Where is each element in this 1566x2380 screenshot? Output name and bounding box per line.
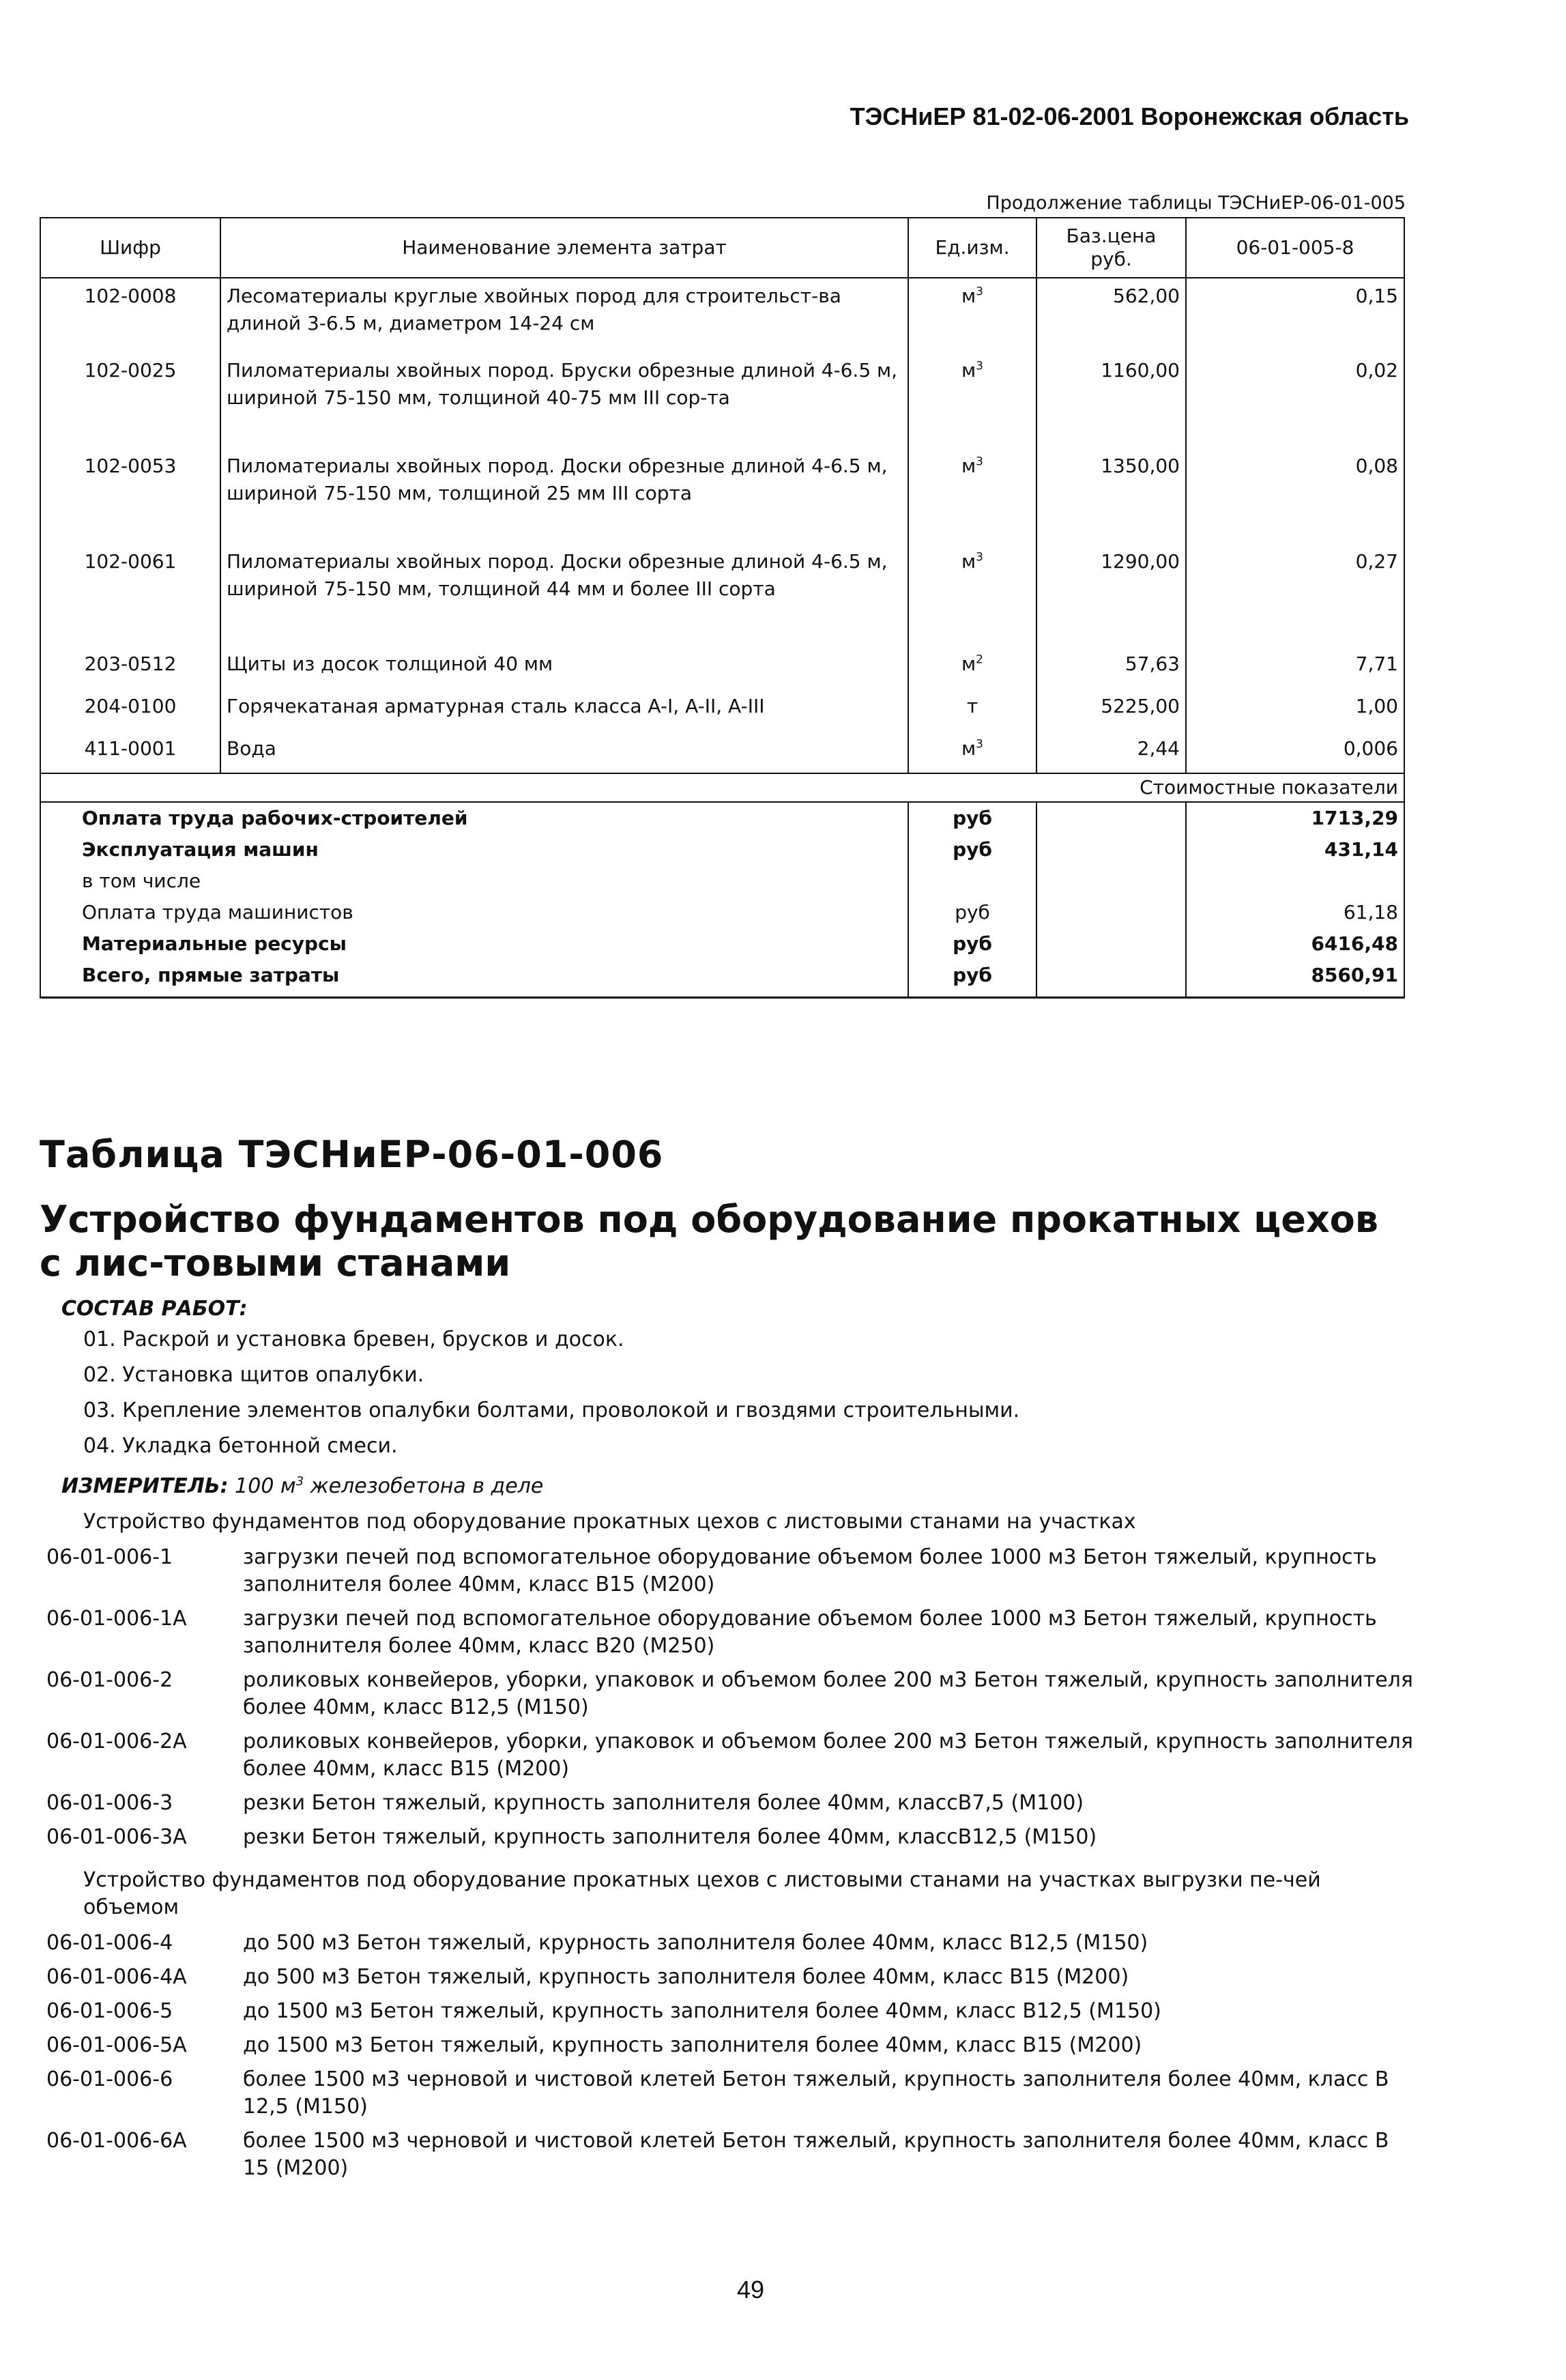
cost-section-header [40,773,1404,802]
cost-label: в том числе [40,865,908,897]
table-continuation-label: Продолжение таблицы ТЭСНиЕР-06-01-005 [986,192,1406,214]
norm-code: 06-01-006-6А [46,2129,187,2153]
norm-code: 06-01-006-4А [46,1965,187,1989]
norm-code: 06-01-006-1А [46,1607,187,1631]
cost-empty [1036,928,1186,960]
row-name: Горячекатаная арматурная сталь класса A-I, A-II, A-III [220,689,908,731]
cost-empty [1036,865,1186,897]
group-heading-1: Устройство фундаментов под оборудование прокатных цехов с листовыми станами на участках [83,1510,1136,1534]
section-title: Таблица ТЭСНиЕР-06-01-006 [40,1133,664,1176]
norm-row [46,1605,1417,1660]
norm-description: более 1500 м3 черновой и чистовой клетей Бетон тяжелый, крупность заполнителя более 40мм, класс В 15 (М200) [243,2129,1389,2180]
norm-row [46,2032,1417,2059]
unit-power: 3 [976,285,983,299]
unit-text: м [961,550,976,573]
cost-unit: руб [908,928,1036,960]
row-unit [908,278,1036,353]
row-unit [908,689,1036,731]
row-norm: 0,006 [1186,731,1404,773]
section-subtitle: Устройство фундаментов под оборудование прокатных цехов с лис-товыми станами [40,1198,1378,1285]
cost-label: Оплата труда рабочих-строителей [40,802,908,834]
row-name: Лесоматериалы круглые хвойных пород для строительст-ва длиной 3-6.5 м, диаметром 14-24 см [220,278,908,353]
col-name-header: Наименование элемента затрат [220,218,908,278]
unit-text: м [961,455,976,477]
norm-row [46,1728,1417,1783]
cost-row [40,865,1404,897]
cost-row [40,834,1404,865]
row-unit [908,544,1036,646]
cost-row [40,928,1404,960]
norm-code: 06-01-006-3 [46,1791,173,1815]
document-header: ТЭСНиЕР 81-02-06-2001 Воронежская область [850,102,1409,130]
row-unit [908,646,1036,689]
row-name: Вода [220,731,908,773]
norm-code: 06-01-006-1 [46,1545,173,1569]
norm-row [46,1930,1417,1957]
cost-row [40,897,1404,928]
unit-text: м [961,737,976,760]
norm-code: 06-01-006-4 [46,1931,173,1955]
table-row [40,544,1404,646]
norm-description: до 1500 м3 Бетон тяжелый, крупность заполнителя более 40мм, класс В15 (М200) [243,2033,1142,2057]
norm-code: 06-01-006-5А [46,2033,187,2057]
norm-code: 06-01-006-3А [46,1825,187,1849]
norm-description: до 500 м3 Бетон тяжелый, крурность заполнителя более 40мм, класс В12,5 (М150) [243,1931,1148,1955]
row-name: Пиломатериалы хвойных пород. Бруски обрезные длиной 4-6.5 м, шириной 75-150 мм, толщиной 40-75 мм III сор-та [220,353,908,448]
row-price: 5225,00 [1036,689,1186,731]
norms-list-1 [46,1544,1417,1858]
table-row [40,689,1404,731]
measure-unit-power: 3 [295,1474,304,1489]
cost-value: 61,18 [1186,897,1404,928]
unit-power: 3 [976,550,983,564]
norm-row [46,1544,1417,1598]
norm-code: 06-01-006-2А [46,1730,187,1753]
norm-code: 06-01-006-5 [46,1999,173,2023]
norm-code: 06-01-006-2 [46,1668,173,1692]
cost-empty [1036,802,1186,834]
row-unit [908,353,1036,448]
row-price: 1160,00 [1036,353,1186,448]
unit-power: 3 [976,737,983,751]
table-row [40,448,1404,544]
cost-value [1186,865,1404,897]
work-item: 01. Раскрой и установка бревен, брусков и досок. [83,1328,624,1351]
cost-empty [1036,834,1186,865]
group-heading-2: Устройство фундаментов под оборудование прокатных цехов с листовыми станами на участках выгрузки пе-чей объемом [83,1868,1321,1919]
norm-row [46,1964,1417,1991]
cost-label: Всего, прямые затраты [40,960,908,998]
norm-description: резки Бетон тяжелый, крупность заполнителя более 40мм, классВ12,5 (М150) [243,1825,1097,1849]
norm-description: более 1500 м3 черновой и чистовой клетей Бетон тяжелый, крупность заполнителя более 40мм, класс В 12,5 (М150) [243,2067,1389,2119]
cost-empty [1036,897,1186,928]
row-norm: 1,00 [1186,689,1404,731]
row-code: 102-0025 [40,353,220,448]
norm-row [46,2127,1417,2182]
norms-list-2 [46,1930,1417,2189]
row-unit [908,448,1036,544]
measure-label: ИЗМЕРИТЕЛЬ: [61,1474,229,1498]
table-row [40,731,1404,773]
unit-power: 3 [976,359,983,373]
norm-row [46,1790,1417,1817]
row-price: 1350,00 [1036,448,1186,544]
row-code: 102-0061 [40,544,220,646]
cost-unit: руб [908,897,1036,928]
row-code: 203-0512 [40,646,220,689]
resources-table [40,217,1405,999]
col-norm-header: 06-01-005-8 [1186,218,1404,278]
norm-description: до 500 м3 Бетон тяжелый, крупность заполнителя более 40мм, класс В15 (М200) [243,1965,1129,1989]
cost-value: 8560,91 [1186,960,1404,998]
row-code: 102-0053 [40,448,220,544]
cost-row [40,802,1404,834]
row-code: 102-0008 [40,278,220,353]
cost-value: 431,14 [1186,834,1404,865]
row-norm: 0,15 [1186,278,1404,353]
unit-power: 3 [976,455,983,469]
row-norm: 0,08 [1186,448,1404,544]
col-price-header: Баз.цена руб. [1036,218,1186,278]
table-row [40,278,1404,353]
measure-value: 100 м [235,1474,296,1498]
norm-description: резки Бетон тяжелый, крупность заполнителя более 40мм, классВ7,5 (М100) [243,1791,1084,1815]
row-unit [908,731,1036,773]
table-row [40,646,1404,689]
cost-empty [1036,960,1186,998]
norm-description: роликовых конвейеров, уборки, упаковок и объемом более 200 м3 Бетон тяжелый, крупность заполнителя более 40мм, класс В15 (М200) [243,1730,1413,1781]
page-number: 49 [737,2276,765,2304]
norm-description: загрузки печей под вспомогательное оборудование объемом более 1000 м3 Бетон тяжелый, крупность заполнителя более 40мм, класс В20 (М250) [243,1607,1377,1658]
measure-value-rest: железобетона в деле [304,1474,544,1498]
cost-label: Оплата труда машинистов [40,897,908,928]
norm-row [46,1824,1417,1851]
unit-text: м [961,359,976,382]
measure-line [61,1474,543,1498]
cost-label: Материальные ресурсы [40,928,908,960]
work-item: 04. Укладка бетонной смеси. [83,1434,398,1458]
row-price: 1290,00 [1036,544,1186,646]
row-code: 204-0100 [40,689,220,731]
cost-unit: руб [908,834,1036,865]
row-price: 562,00 [1036,278,1186,353]
col-unit-header: Ед.изм. [908,218,1036,278]
row-name: Пиломатериалы хвойных пород. Доски обрезные длиной 4-6.5 м, шириной 75-150 мм, толщиной 44 мм и более III сорта [220,544,908,646]
table-header-row [40,218,1404,278]
row-norm: 0,27 [1186,544,1404,646]
cost-row [40,960,1404,998]
cost-unit: руб [908,960,1036,998]
cost-value: 1713,29 [1186,802,1404,834]
row-norm: 7,71 [1186,646,1404,689]
norm-description: загрузки печей под вспомогательное оборудование объемом более 1000 м3 Бетон тяжелый, крупность заполнителя более 40мм, класс В15 (М200) [243,1545,1377,1596]
norm-description: роликовых конвейеров, уборки, упаковок и объемом более 200 м3 Бетон тяжелый, крупность заполнителя более 40мм, класс В12,5 (М150) [243,1668,1413,1719]
unit-text: т [966,695,978,717]
norm-row [46,2066,1417,2121]
cost-label: Эксплуатация машин [40,834,908,865]
cost-unit: руб [908,802,1036,834]
unit-text: м [961,285,976,307]
work-list [83,1328,1019,1469]
table-row [40,353,1404,448]
norm-row [46,1998,1417,2025]
row-name: Пиломатериалы хвойных пород. Доски обрезные длиной 4-6.5 м, шириной 75-150 мм, толщиной 25 мм III сорта [220,448,908,544]
row-price: 2,44 [1036,731,1186,773]
work-composition-label: СОСТАВ РАБОТ: [61,1297,248,1321]
cost-unit [908,865,1036,897]
work-item: 02. Установка щитов опалубки. [83,1363,424,1387]
row-price: 57,63 [1036,646,1186,689]
col-code-header: Шифр [40,218,220,278]
cost-value: 6416,48 [1186,928,1404,960]
cost-section-label: Стоимостные показатели [40,773,1404,802]
unit-text: м [961,653,976,675]
row-name: Щиты из досок толщиной 40 мм [220,646,908,689]
norm-row [46,1667,1417,1721]
unit-power: 2 [976,653,983,667]
norm-description: до 1500 м3 Бетон тяжелый, крупность заполнителя более 40мм, класс В12,5 (М150) [243,1999,1161,2023]
row-code: 411-0001 [40,731,220,773]
row-norm: 0,02 [1186,353,1404,448]
norm-code: 06-01-006-6 [46,2067,173,2091]
work-item: 03. Крепление элементов опалубки болтами, проволокой и гвоздями строительными. [83,1399,1020,1422]
